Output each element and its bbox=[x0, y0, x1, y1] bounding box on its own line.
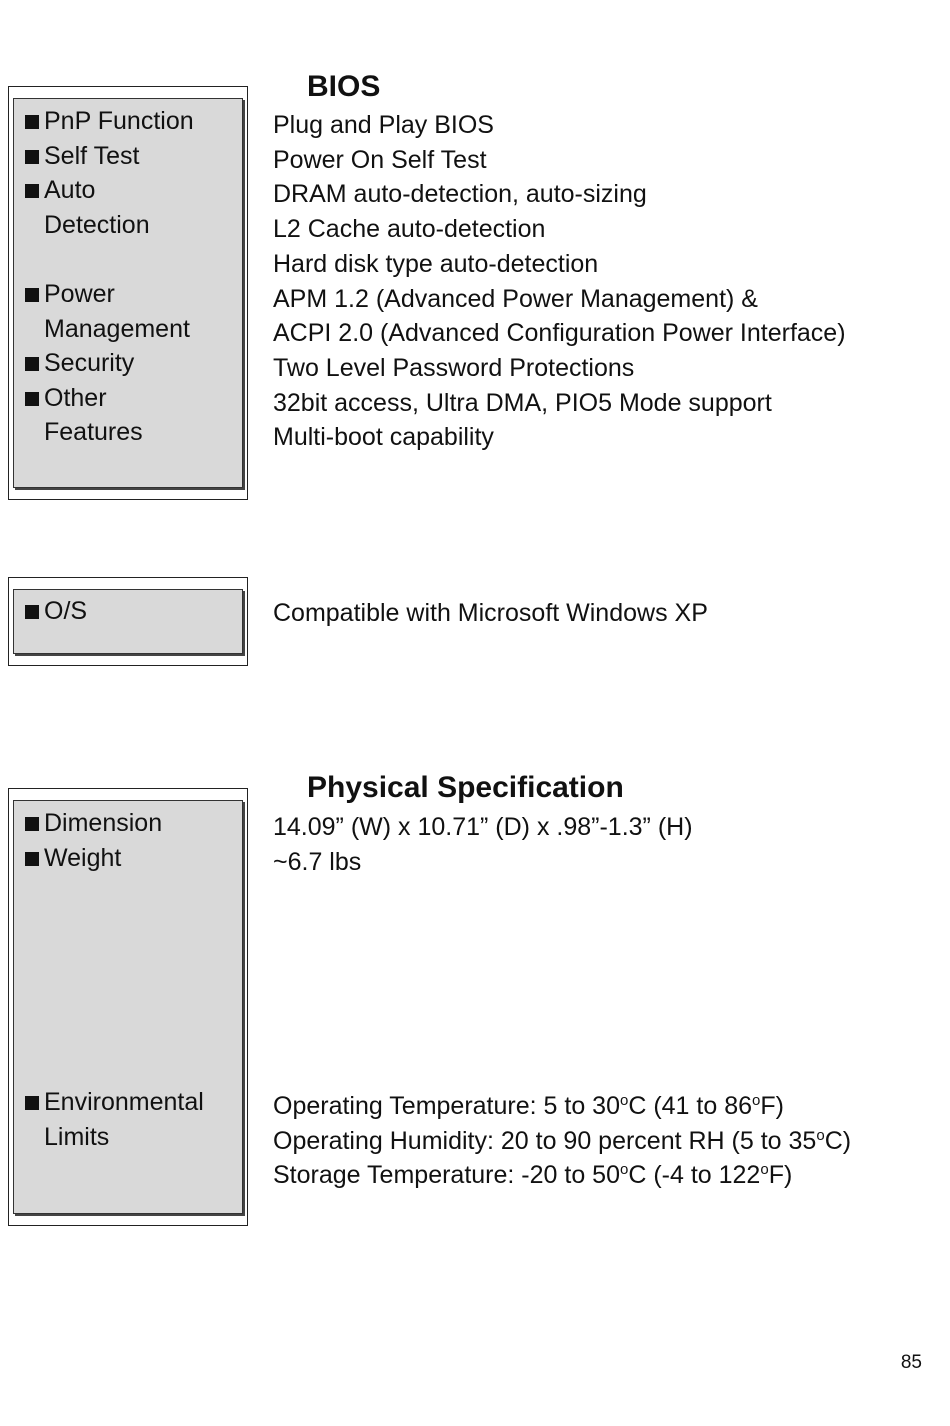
description-line: Two Level Password Protections bbox=[273, 353, 635, 382]
square-bullet-icon bbox=[25, 288, 39, 302]
square-bullet-icon bbox=[25, 1096, 39, 1110]
square-bullet-icon bbox=[25, 357, 39, 371]
description-line: ACPI 2.0 (Advanced Configuration Power Interface) bbox=[273, 319, 846, 348]
description-line: Plug and Play BIOS bbox=[273, 111, 494, 139]
list-spacer bbox=[22, 242, 194, 277]
list-item: O/S bbox=[22, 594, 87, 629]
os-feature-list bbox=[22, 594, 87, 629]
square-bullet-icon bbox=[25, 392, 39, 406]
list-item: Weight bbox=[22, 841, 162, 876]
list-item: Dimension bbox=[22, 806, 162, 841]
description-line: Storage Temperature: -20 to 50$^o$C (-4 to 122$^o$F) bbox=[273, 1161, 793, 1190]
list-item: Other Features bbox=[22, 381, 194, 450]
description-line: APM 1.2 (Advanced Power Management) & bbox=[273, 284, 758, 313]
os-description bbox=[273, 596, 708, 631]
list-item: Security bbox=[22, 346, 194, 381]
description-line: L2 Cache auto-detection bbox=[273, 215, 546, 244]
list-item: Power Management bbox=[22, 277, 194, 346]
section-heading-bios: BIOS bbox=[307, 70, 381, 103]
description-line: 14.09” (W) x 10.71” (D) x .98”-1.3” (H) bbox=[273, 813, 693, 841]
description-line: Operating Humidity: 20 to 90 percent RH (5 to 35$^o$C) bbox=[273, 1126, 852, 1155]
environmental-feature-list bbox=[22, 1085, 204, 1154]
environmental-description bbox=[273, 1089, 851, 1193]
description-line: Hard disk type auto-detection bbox=[273, 249, 599, 278]
description-line: ~6.7 lbs bbox=[273, 847, 362, 876]
list-item: Self Test bbox=[22, 139, 194, 174]
description-line: 32bit access, Ultra DMA, PIO5 Mode support bbox=[273, 388, 772, 417]
description-line: DRAM auto-detection, auto-sizing bbox=[273, 180, 647, 209]
square-bullet-icon bbox=[25, 605, 39, 619]
description-line: Power On Self Test bbox=[273, 145, 487, 174]
description-line: Operating Temperature: 5 to 30$^o$C (41 to 86$^o$F) bbox=[273, 1092, 784, 1120]
square-bullet-icon bbox=[25, 817, 39, 831]
description-line: Compatible with Microsoft Windows XP bbox=[273, 599, 708, 627]
square-bullet-icon bbox=[25, 184, 39, 198]
physical-feature-list bbox=[22, 806, 162, 875]
description-line: Multi-boot capability bbox=[273, 423, 494, 452]
list-item: PnP Function bbox=[22, 104, 194, 139]
square-bullet-icon bbox=[25, 852, 39, 866]
section-heading-physical: Physical Specification bbox=[307, 771, 624, 804]
list-item: Environmental Limits bbox=[22, 1085, 204, 1154]
square-bullet-icon bbox=[25, 150, 39, 164]
bios-description bbox=[273, 108, 846, 455]
page-number: 85 bbox=[900, 1352, 922, 1373]
list-item: Auto Detection bbox=[22, 173, 194, 242]
bios-feature-list bbox=[22, 104, 194, 450]
physical-description bbox=[273, 810, 693, 879]
square-bullet-icon bbox=[25, 115, 39, 129]
